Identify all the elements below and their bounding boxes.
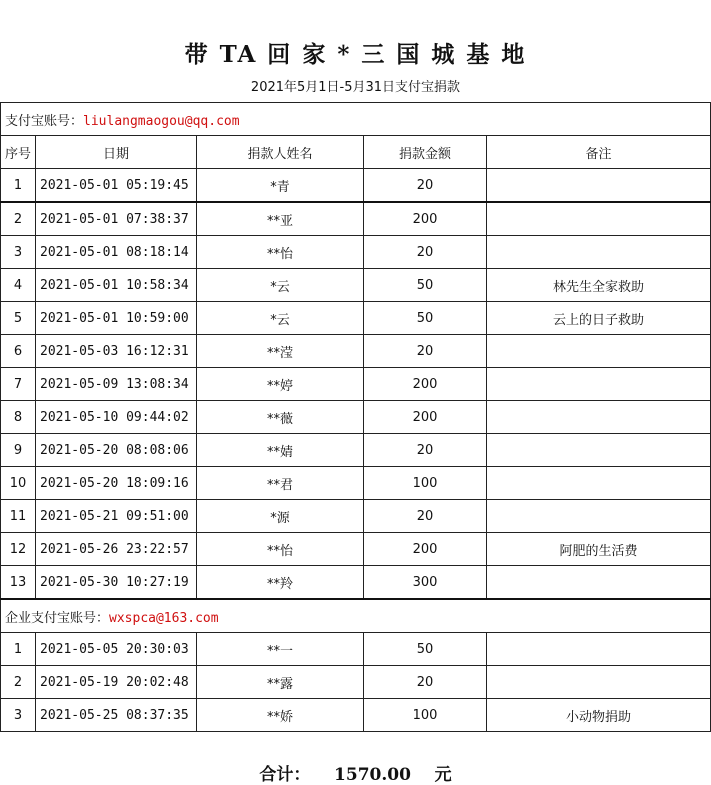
row-donor: **羚 bbox=[197, 566, 364, 600]
row-amount: 200 bbox=[364, 533, 487, 566]
table-row bbox=[1, 202, 711, 236]
account-row bbox=[1, 103, 711, 136]
row-date: 2021-05-01 10:59:00 bbox=[36, 302, 197, 335]
row-donor: **一 bbox=[197, 633, 364, 666]
donation-table bbox=[0, 102, 711, 732]
document-subtitle: 2021年5月1日-5月31日支付宝捐款 bbox=[250, 80, 461, 95]
row-number: 7 bbox=[1, 368, 36, 401]
row-number: 2 bbox=[1, 202, 36, 236]
row-amount: 50 bbox=[364, 302, 487, 335]
row-note bbox=[487, 566, 711, 600]
row-donor: *云 bbox=[197, 302, 364, 335]
row-number: 1 bbox=[1, 633, 36, 666]
row-note: 阿肥的生活费 bbox=[487, 533, 711, 566]
row-number: 2 bbox=[1, 666, 36, 699]
row-date: 2021-05-09 13:08:34 bbox=[36, 368, 197, 401]
row-note bbox=[487, 500, 711, 533]
row-note: 林先生全家救助 bbox=[487, 269, 711, 302]
row-donor: **怡 bbox=[197, 236, 364, 269]
row-number: 9 bbox=[1, 434, 36, 467]
row-date: 2021-05-20 18:09:16 bbox=[36, 467, 197, 500]
total-label: 合计： bbox=[259, 765, 311, 785]
row-donor: *云 bbox=[197, 269, 364, 302]
row-date: 2021-05-01 05:19:45 bbox=[36, 169, 197, 203]
row-number: 5 bbox=[1, 302, 36, 335]
row-date: 2021-05-01 10:58:34 bbox=[36, 269, 197, 302]
table-row bbox=[1, 434, 711, 467]
row-donor: *青 bbox=[197, 169, 364, 203]
table-row bbox=[1, 467, 711, 500]
account-email: liulangmaogou@qq.com bbox=[83, 113, 240, 129]
row-number: 13 bbox=[1, 566, 36, 600]
row-amount: 100 bbox=[364, 467, 487, 500]
account-email: wxspca@163.com bbox=[109, 610, 219, 626]
row-date: 2021-05-25 08:37:35 bbox=[36, 699, 197, 732]
table-row bbox=[1, 335, 711, 368]
total-line bbox=[0, 760, 711, 785]
row-number: 3 bbox=[1, 699, 36, 732]
row-note bbox=[487, 368, 711, 401]
row-donor: **婧 bbox=[197, 434, 364, 467]
row-note bbox=[487, 666, 711, 699]
table-row bbox=[1, 302, 711, 335]
row-amount: 200 bbox=[364, 202, 487, 236]
row-number: 10 bbox=[1, 467, 36, 500]
row-date: 2021-05-10 09:44:02 bbox=[36, 401, 197, 434]
row-note bbox=[487, 335, 711, 368]
account-label: 企业支付宝账号： bbox=[5, 610, 110, 626]
header-amount: 捐款金额 bbox=[364, 136, 487, 169]
row-note bbox=[487, 202, 711, 236]
row-date: 2021-05-19 20:02:48 bbox=[36, 666, 197, 699]
row-number: 6 bbox=[1, 335, 36, 368]
table-row bbox=[1, 401, 711, 434]
row-note bbox=[487, 633, 711, 666]
row-amount: 50 bbox=[364, 269, 487, 302]
row-date: 2021-05-03 16:12:31 bbox=[36, 335, 197, 368]
table-row bbox=[1, 500, 711, 533]
row-date: 2021-05-01 08:18:14 bbox=[36, 236, 197, 269]
account-row bbox=[1, 599, 711, 633]
row-date: 2021-05-30 10:27:19 bbox=[36, 566, 197, 600]
row-date: 2021-05-05 20:30:03 bbox=[36, 633, 197, 666]
row-note: 小动物捐助 bbox=[487, 699, 711, 732]
row-amount: 300 bbox=[364, 566, 487, 600]
row-donor: **薇 bbox=[197, 401, 364, 434]
row-date: 2021-05-21 09:51:00 bbox=[36, 500, 197, 533]
row-donor: **君 bbox=[197, 467, 364, 500]
table-row bbox=[1, 169, 711, 203]
row-amount: 20 bbox=[364, 335, 487, 368]
row-number: 3 bbox=[1, 236, 36, 269]
row-date: 2021-05-20 08:08:06 bbox=[36, 434, 197, 467]
row-note bbox=[487, 467, 711, 500]
row-amount: 20 bbox=[364, 500, 487, 533]
table-row bbox=[1, 566, 711, 600]
table-header-row bbox=[1, 136, 711, 169]
row-donor: **亚 bbox=[197, 202, 364, 236]
row-note bbox=[487, 169, 711, 203]
table-row bbox=[1, 533, 711, 566]
table-row bbox=[1, 666, 711, 699]
row-date: 2021-05-26 23:22:57 bbox=[36, 533, 197, 566]
row-note bbox=[487, 434, 711, 467]
table-row bbox=[1, 633, 711, 666]
row-amount: 20 bbox=[364, 169, 487, 203]
row-donor: **娇 bbox=[197, 699, 364, 732]
header-name: 捐款人姓名 bbox=[197, 136, 364, 169]
row-date: 2021-05-01 07:38:37 bbox=[36, 202, 197, 236]
total-value: 1570.00 bbox=[334, 765, 411, 785]
row-amount: 20 bbox=[364, 236, 487, 269]
table-row bbox=[1, 269, 711, 302]
row-note: 云上的日子救助 bbox=[487, 302, 711, 335]
row-note bbox=[487, 401, 711, 434]
row-note bbox=[487, 236, 711, 269]
account-label: 支付宝账号： bbox=[5, 113, 84, 129]
row-amount: 100 bbox=[364, 699, 487, 732]
table-row bbox=[1, 236, 711, 269]
row-donor: *源 bbox=[197, 500, 364, 533]
row-amount: 200 bbox=[364, 401, 487, 434]
row-donor: **露 bbox=[197, 666, 364, 699]
table-row bbox=[1, 368, 711, 401]
document-title: 带 TA 回 家 * 三 国 城 基 地 bbox=[184, 41, 527, 68]
row-number: 8 bbox=[1, 401, 36, 434]
row-donor: **滢 bbox=[197, 335, 364, 368]
table-row bbox=[1, 699, 711, 732]
row-amount: 20 bbox=[364, 666, 487, 699]
row-donor: **婷 bbox=[197, 368, 364, 401]
row-number: 4 bbox=[1, 269, 36, 302]
row-amount: 20 bbox=[364, 434, 487, 467]
row-number: 1 bbox=[1, 169, 36, 203]
row-number: 11 bbox=[1, 500, 36, 533]
row-donor: **怡 bbox=[197, 533, 364, 566]
row-amount: 50 bbox=[364, 633, 487, 666]
row-amount: 200 bbox=[364, 368, 487, 401]
header-date: 日期 bbox=[36, 136, 197, 169]
total-unit: 元 bbox=[434, 765, 452, 785]
header-note: 备注 bbox=[487, 136, 711, 169]
header-no: 序号 bbox=[1, 136, 36, 169]
row-number: 12 bbox=[1, 533, 36, 566]
